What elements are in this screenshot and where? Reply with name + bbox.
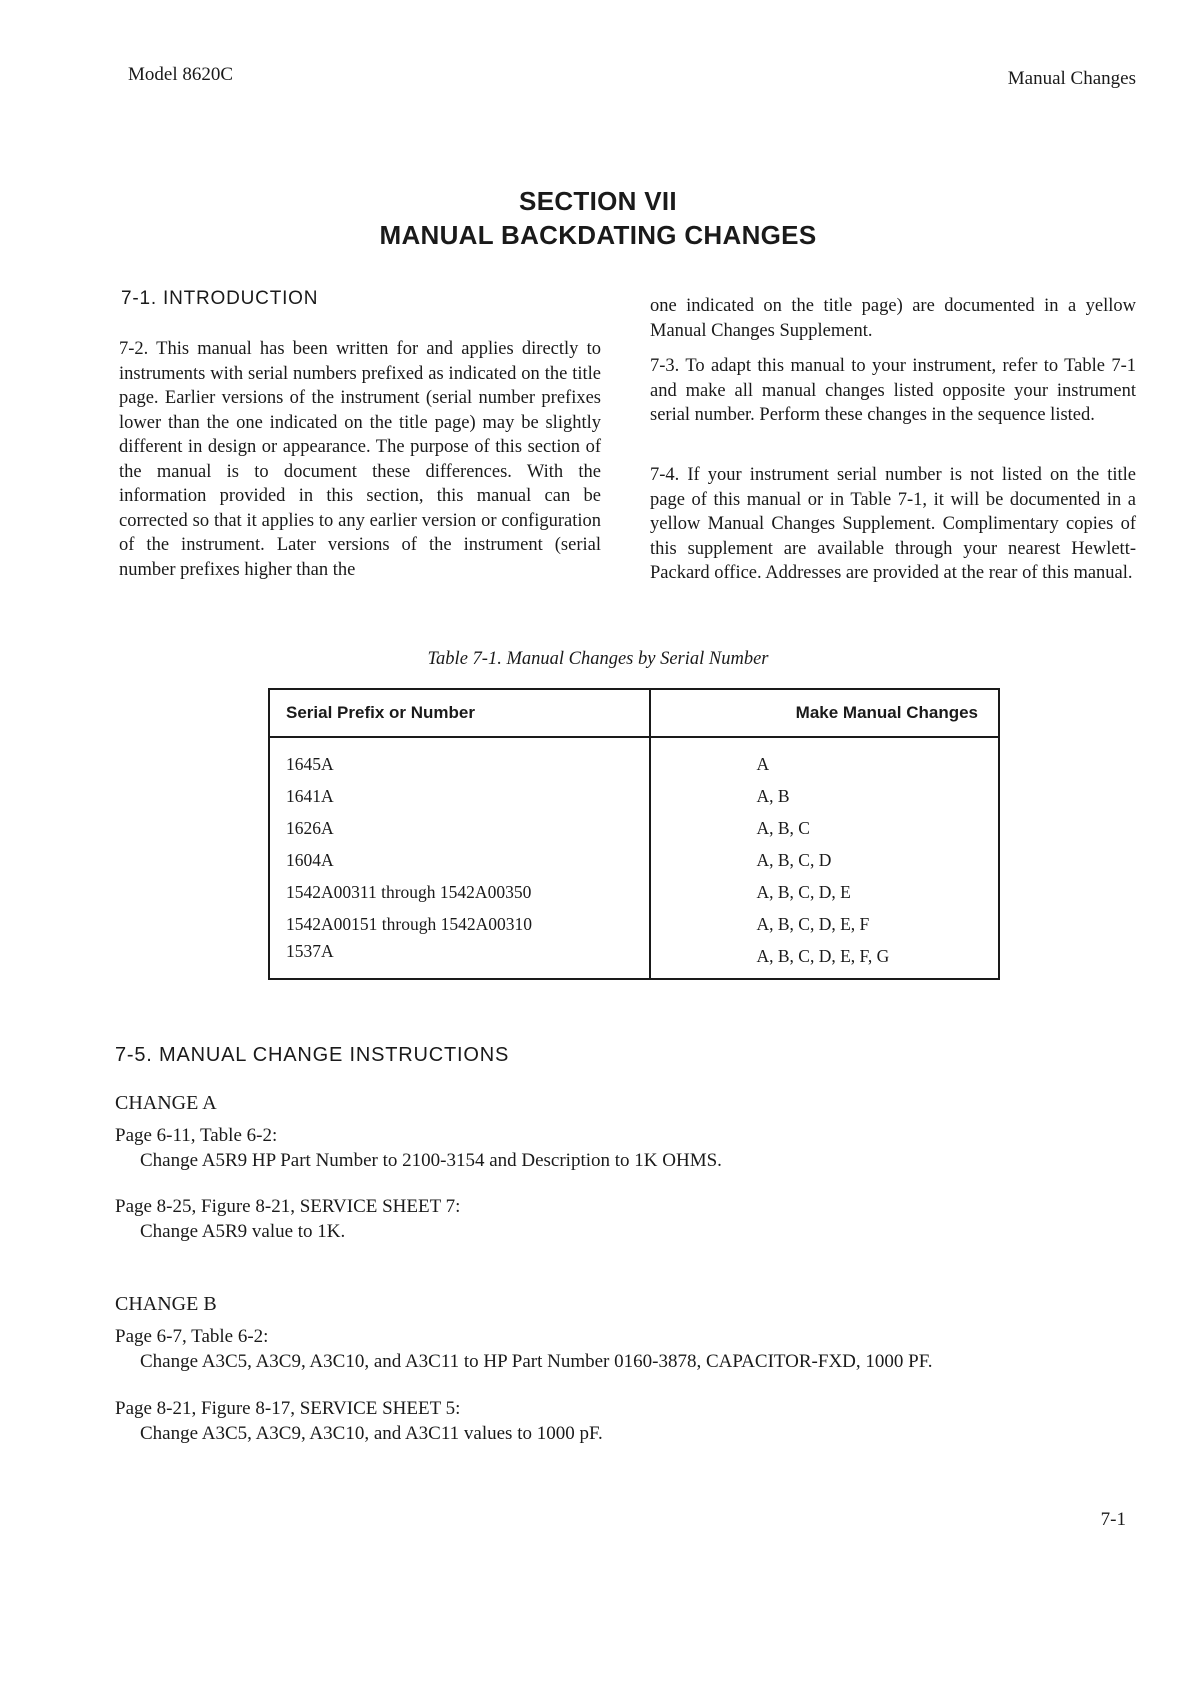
table-row-serial: 1542A00151 through 1542A00310	[286, 914, 532, 934]
column-header-serial: Serial Prefix or Number	[269, 689, 650, 737]
change-b-title: CHANGE B	[115, 1293, 217, 1315]
header-model: Model 8620C	[128, 64, 234, 85]
changes-column	[650, 737, 999, 979]
paragraph-7-4: 7-4. If your instrument serial number is not listed on the title page of this manual or in Table 7-1, it will be documented in a yellow Manual Changes Supplement. Complimentary copies of this supplement are available through your nearest Hewlett-Packard office. Addresses are provided at the rear of this manual.	[650, 465, 1136, 583]
table-row-serial: 1604A	[286, 850, 334, 870]
change-a-text-2: Change A5R9 value to 1K.	[140, 1221, 346, 1242]
paragraph-7-2: 7-2. This manual has been written for and applies directly to instruments with serial numbers prefixed as indicated on the title page. Earlier versions of the instrument (serial number prefixes lower than the one indicated on the title page) may be slightly different in design or appearance. The purpose of this section of the manual is to document these differences. With the information provided in this section, this manual can be corrected so that it applies to any earlier version or configuration of the instrument. Later versions of the instrument (serial number prefixes higher than the	[119, 339, 601, 580]
paragraph-7-2-continued: one indicated on the title page) are documented in a yellow Manual Changes Supplement.	[650, 296, 1136, 341]
table-row-changes: A, B	[756, 786, 790, 806]
table-row-changes: A, B, C, D, E, F, G	[756, 946, 890, 966]
table-row-changes: A, B, C, D	[756, 850, 832, 870]
section-title: MANUAL BACKDATING CHANGES	[379, 220, 817, 250]
change-b-text-1: Change A3C5, A3C9, A3C10, and A3C11 to HP Part Number 0160-3878, CAPACITOR-FXD, 1000 PF.	[140, 1351, 933, 1372]
page-number: 7-1	[1100, 1509, 1126, 1530]
change-a-ref-1: Page 6-11, Table 6-2:	[115, 1125, 278, 1146]
paragraph-7-3: 7-3. To adapt this manual to your instrument, refer to Table 7-1 and make all manual changes listed opposite your instrument serial number. Perform these changes in the sequence listed.	[650, 356, 1136, 425]
instructions-heading: 7-5. MANUAL CHANGE INSTRUCTIONS	[115, 1044, 510, 1066]
table-row-serial: 1542A00311 through 1542A00350	[286, 882, 532, 902]
header-section-name: Manual Changes	[1007, 68, 1136, 89]
table-row-serial: 1537A	[286, 941, 334, 961]
table-row-serial: 1641A	[286, 786, 334, 806]
table-body	[269, 737, 999, 979]
table-row-changes: A	[756, 754, 770, 774]
change-b-ref-2: Page 8-21, Figure 8-17, SERVICE SHEET 5:	[115, 1398, 461, 1419]
table-row-serial: 1626A	[286, 818, 334, 838]
serial-column	[269, 737, 650, 979]
table-row-serial: 1645A	[286, 754, 334, 774]
change-a-title: CHANGE A	[115, 1092, 217, 1114]
table-row-changes: A, B, C, D, E	[756, 882, 851, 902]
change-a-ref-2: Page 8-25, Figure 8-21, SERVICE SHEET 7:	[115, 1196, 461, 1217]
column-header-changes: Make Manual Changes	[650, 689, 999, 737]
intro-heading: 7-1. INTRODUCTION	[121, 288, 319, 309]
change-a-text-1: Change A5R9 HP Part Number to 2100-3154 and Description to 1K OHMS.	[140, 1150, 722, 1171]
change-b-ref-1: Page 6-7, Table 6-2:	[115, 1326, 269, 1347]
change-b-text-2: Change A3C5, A3C9, A3C10, and A3C11 values to 1000 pF.	[140, 1423, 603, 1444]
section-number: SECTION VII	[519, 186, 677, 216]
table-caption: Table 7-1. Manual Changes by Serial Number	[427, 649, 769, 669]
table-row-changes: A, B, C, D, E, F	[756, 914, 870, 934]
table-header-row	[269, 689, 999, 737]
serial-changes-table	[268, 688, 1000, 980]
table-row-changes: A, B, C	[756, 818, 810, 838]
